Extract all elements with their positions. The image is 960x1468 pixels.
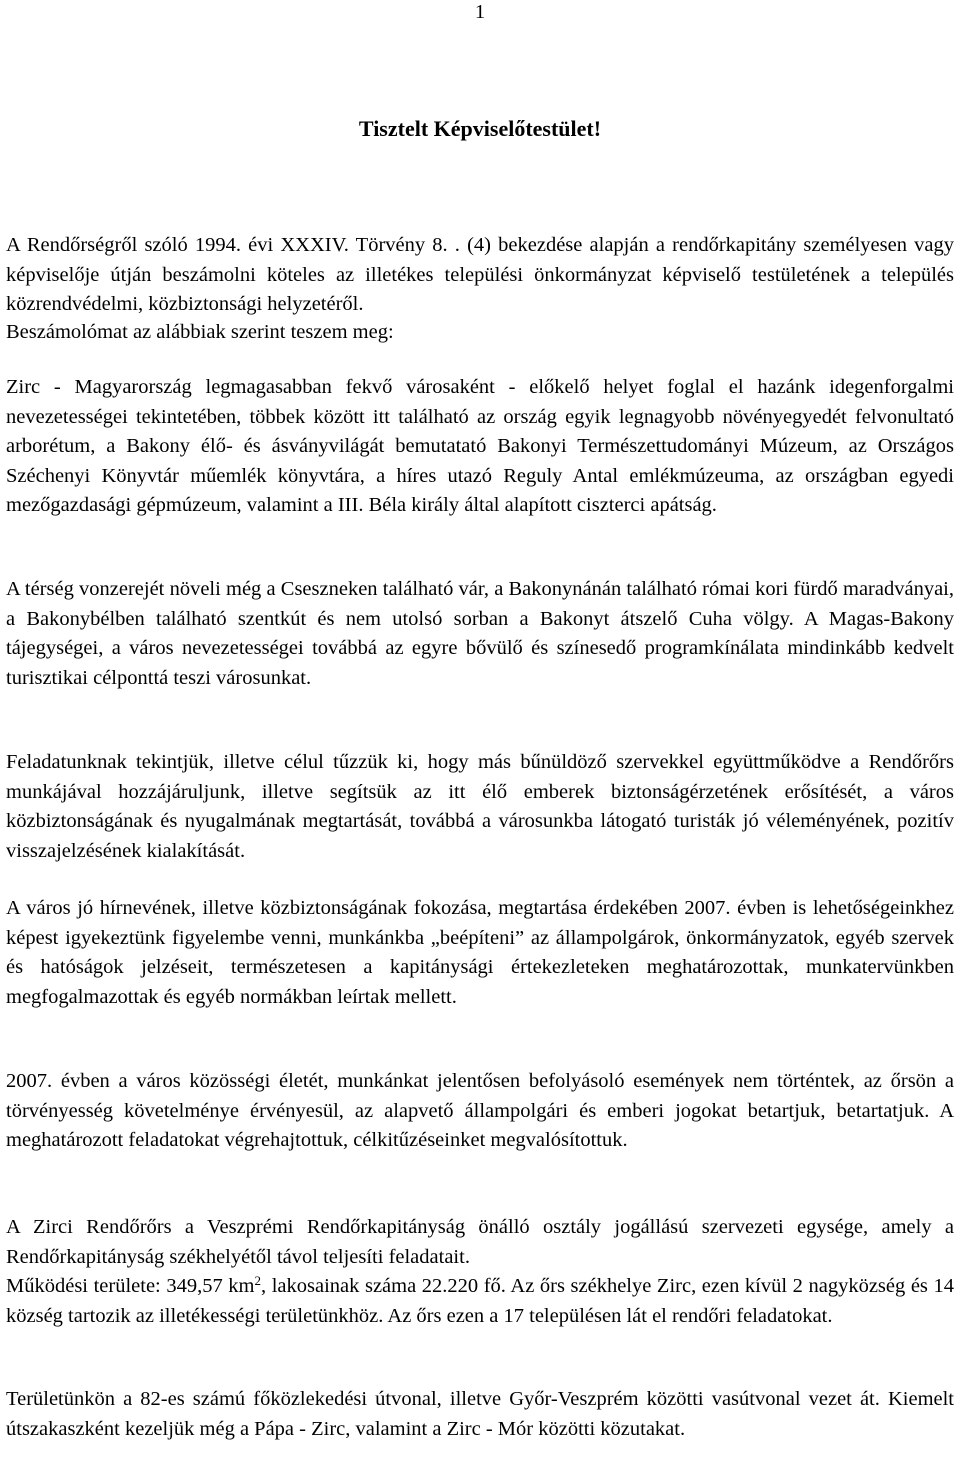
operating-area-prefix: Működési területe: 349,57 km [6,1275,255,1297]
paragraph-region-appeal: A térség vonzerejét növeli még a Csesznеken található vár, a Bakonynánán található római kori fürdő maradványai, a Bakonybélben található szentkút és nem utolsó sorban a Bakonyt átszelő Cuha völgy. A Magas-Bakony tájegységei, a város nevezetességei továbbá az egyre bővülő és színesedő programkínálata mindinkább kedvelt turisztikai célponttá teszi városunkat. [6,578,954,689]
paragraph-intro-line: Beszámolómat az alábbiak szerint teszem meg: [6,321,394,343]
paragraph-roads: Területünkön a 82-es számú főközlekedési útvonal, illetve Győr-Veszprém közötti vasútvonal vezet át. Kiemelt útszakaszként kezeljük még a Pápa - Zirc, valamint a Zirc - Mór közötti közutakat. [6,1388,954,1440]
paragraph-police-station [6,1213,954,1331]
paragraph-2007-events: 2007. évben a város közösségi életét, munkánkat jelentősen befolyásoló események nem történtek, az őrsön a törvényesség követelménye érvényesül, az alapvető állampolgári és emberi jogokat betartjuk, betartatjuk. A meghatározott feladatokat végrehajtottuk, célkitűzéseinket megvalósítottuk. [6,1070,954,1151]
paragraph-legal-basis: A Rendőrségről szóló 1994. évi XXXIV. Törvény 8. . (4) bekezdése alapján a rendőrkapitány személyesen vagy képviselője útján beszámolni köteles az illetékes települési önkormányzat képviselő testületének a település közrendvédelmi, közbiztonsági helyzetéről. [6,234,954,315]
paragraph-tasks: Feladatunknak tekintjük, illetve célul tűzzük ki, hogy más bűnüldöző szervekkel együttműködve a Rendőrőrs munkájával hozzájáruljunk, illetve segítsük az itt élő emberek biztonságérzetének erősítését, a város közbiztonságának és nyugalmának megtartását, továbbá a városunkba látogató turisták jó véleményének, pozitív visszajelzésének kialakítását. [6,751,954,862]
page-number: 1 [474,1,486,23]
operating-area-text [6,1272,954,1327]
paragraph-zirc-attractions: Zirc - Magyarország legmagasabban fekvő városaként - előkelő helyet foglal el hazánk idegenforgalmi nevezetességei tekintetében, többek között itt található az ország egyik legnagyobb növényegyedét felvonultató arborétum, a Bakony élő- és ásványvilágát bemutatató Bakonyi Természettudományi Múzeum, az Országos Széchenyi Könyvtár műemlék könyvtára, a híres utazó Reguly Antal emlékmúzeuma, az országban egyedi mezőgazdasági gépmúzeum, valamint a III. Béla király által alapított ciszterci apátság. [6,376,954,516]
police-station-unit-text: A Zirci Rendőrőrs a Veszprémi Rendőrkapitányság önálló osztály jogállású szervezeti egysége, amely a Rendőrkapitányság székhelyétől távol teljesíti feladatait. [6,1216,954,1268]
operating-area-rest: , lakosainak száma 22.220 fő. Az őrs székhelye Zirc, ezen kívül 2 nagyközség és 14 község tartozik az illetékességi területünkhöz. Az őrs ezen a 17 településen lát el rendőri feladatokat. [6,1275,954,1327]
paragraph-reputation: A város jó hírnevének, illetve közbiztonságának fokozása, megtartása érdekében 2007. évben is lehetőségeinkhez képest igyekeztünk figyelembe venni, munkánkba „beépíteni” az állampolgárok, önkormányzatok, egyéb szervek és hatóságok jelzéseit, természetesen a kapitánysági értekezleteken meghatározottak, munkatervünkben megfogalmazottak és egyéb normákban leírtak mellett. [6,897,954,1008]
page-title: Tisztelt Képviselőtestület! [358,116,602,141]
superscript-2: 2 [254,1272,261,1288]
